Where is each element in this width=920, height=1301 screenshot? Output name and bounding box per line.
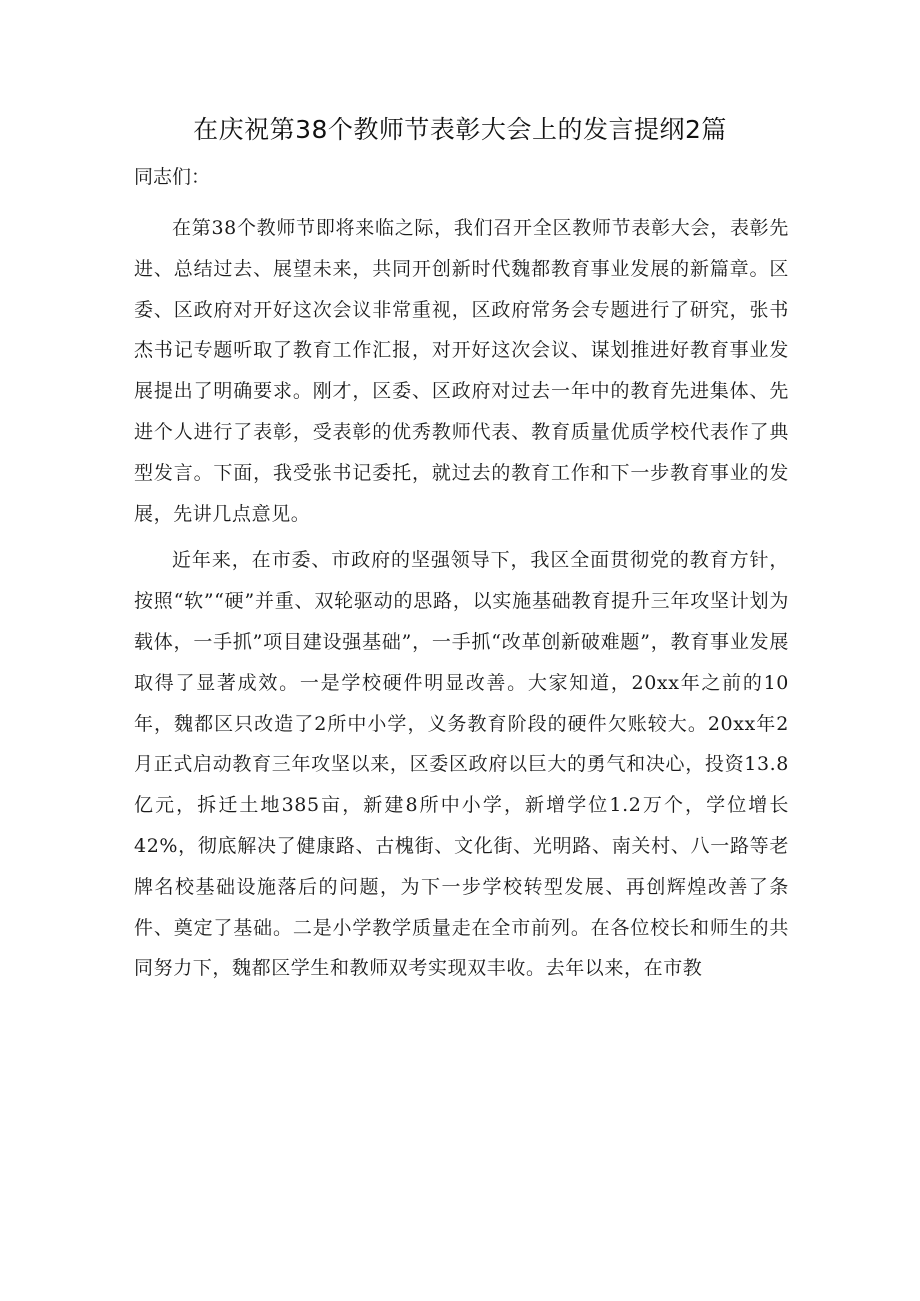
paragraph-achievements: 近年来，在市委、市政府的坚强领导下，我区全面贯彻党的教育方针，按照“软”“硬”并重、双轮驱动的思路，以实施基础教育提升三年攻坚计划为载体，一手抓”项目建设强基础”，一手抓“改革创新破难题”，教育事业发展取得了显著成效。一是学校硬件明显改善。大家知道，20xx年之前的10年，魏都区只改造了2所中小学，义务教育阶段的硬件欠账较大。20xx年2月正式启动教育三年攻坚以来，区委区政府以巨大的勇气和决心，投资13.8亿元，拆迁土地385亩，新建8所中小学，新增学位1.2万个，学位增长42%，彻底解决了健康路、古槐街、文化街、光明路、南关村、八一路等老牌名校基础设施落后的问题，为下一步学校转型发展、再创辉煌改善了条件、奠定了基础。二是小学教学质量走在全市前列。在各位校长和师生的共同努力下，魏都区学生和教师双考实现双丰收。去年以来，在市教 — [134, 549, 789, 980]
document-title: 在庆祝第38个教师节表彰大会上的发言提纲2篇 — [193, 115, 727, 144]
document-body — [134, 208, 789, 989]
paragraph-opening: 在第38个教师节即将来临之际，我们召开全区教师节表彰大会，表彰先进、总结过去、展望未来，共同开创新时代魏都教育事业发展的新篇章。区委、区政府对开好这次会议非常重视，区政府常务会专题进行了研究，张书杰书记专题听取了教育工作汇报，对开好这次会议、谋划推进好教育事业发展提出了明确要求。刚才，区委、区政府对过去一年中的教育先进集体、先进个人进行了表彰，受表彰的优秀教师代表、教育质量优质学校代表作了典型发言。下面，我受张书记委托，就过去的教育工作和下一步教育事业的发展，先讲几点意见。 — [134, 217, 789, 525]
salutation: 同志们： — [134, 166, 211, 188]
